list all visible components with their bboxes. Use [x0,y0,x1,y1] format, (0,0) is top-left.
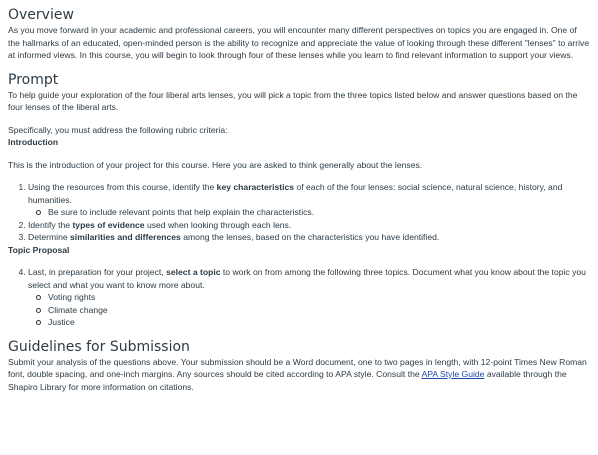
introduction-heading: Introduction [8,137,59,147]
criteria-item-select-topic: 4. Last, in preparation for your project, select a topic to work on from among the following three topics. Document what you know about the topic you select and what you want to know more about. Voting rights Climate change Justice [28,266,590,329]
rubric-criteria-text: Specifically, you must address the following rubric criteria: [8,124,228,135]
introduction-text: This is the introduction of your project for this course. Here you are asked to think generally about the lenses. [8,159,423,170]
overview-heading: Overview [8,7,74,23]
topic-options-list [28,291,590,329]
criteria-item-evidence: 2. Identify the types of evidence used when looking through each lens. [28,219,590,232]
introduction-criteria-list [8,181,590,244]
prompt-intro: To help guide your exploration of the four liberal arts lenses, you will pick a topic from the three topics listed below and answer questions based on the four lenses of the liberal arts. [8,89,578,112]
guidelines-heading: Guidelines for Submission [8,338,190,355]
topic-option: Climate change [48,304,590,317]
overview-text: As you move forward in your academic and professional careers, you will encounter many different perspectives on topics you are engaged in. One of the hallmarks of an educated, open-minded person is the ability to recognize and appreciate the value of looking through these different "lenses" to arrive at informed views. In this course, you will begin to look through four of these lenses while you learn to find relevant information to support your views. [8,25,590,60]
assignment-page [0,7,590,393]
criteria-item-characteristics: 1. Using the resources from this course, identify the key characteristics of each of the four lenses: social science, natural science, history, and humanities. Be sure to include relevant points that help explain the characteristics. [28,181,590,219]
prompt-heading: Prompt [8,71,59,88]
topic-proposal-list [8,266,590,329]
topic-proposal-heading: Topic Proposal [8,244,70,255]
topic-option: Justice [48,316,590,329]
guidelines-text: Submit your analysis of the questions above. Your submission should be a Word document, one to two pages in length, with 12-point Times New Roman font, double spacing, and one-inch margins. Any sources should be cited according to APA style. Consult the APA Style Guide available through the Shapiro Library for more information on citations. [8,356,587,392]
criteria-item-similarities: 3. Determine similarities and differences among the lenses, based on the characteristics you have identified. [28,231,590,244]
criteria-sub-item: Be sure to include relevant points that help explain the characteristics. [48,206,590,219]
topic-option: Voting rights [48,291,590,304]
apa-style-guide-link[interactable]: APA Style Guide [421,369,485,379]
criteria-sub-list [28,206,590,219]
